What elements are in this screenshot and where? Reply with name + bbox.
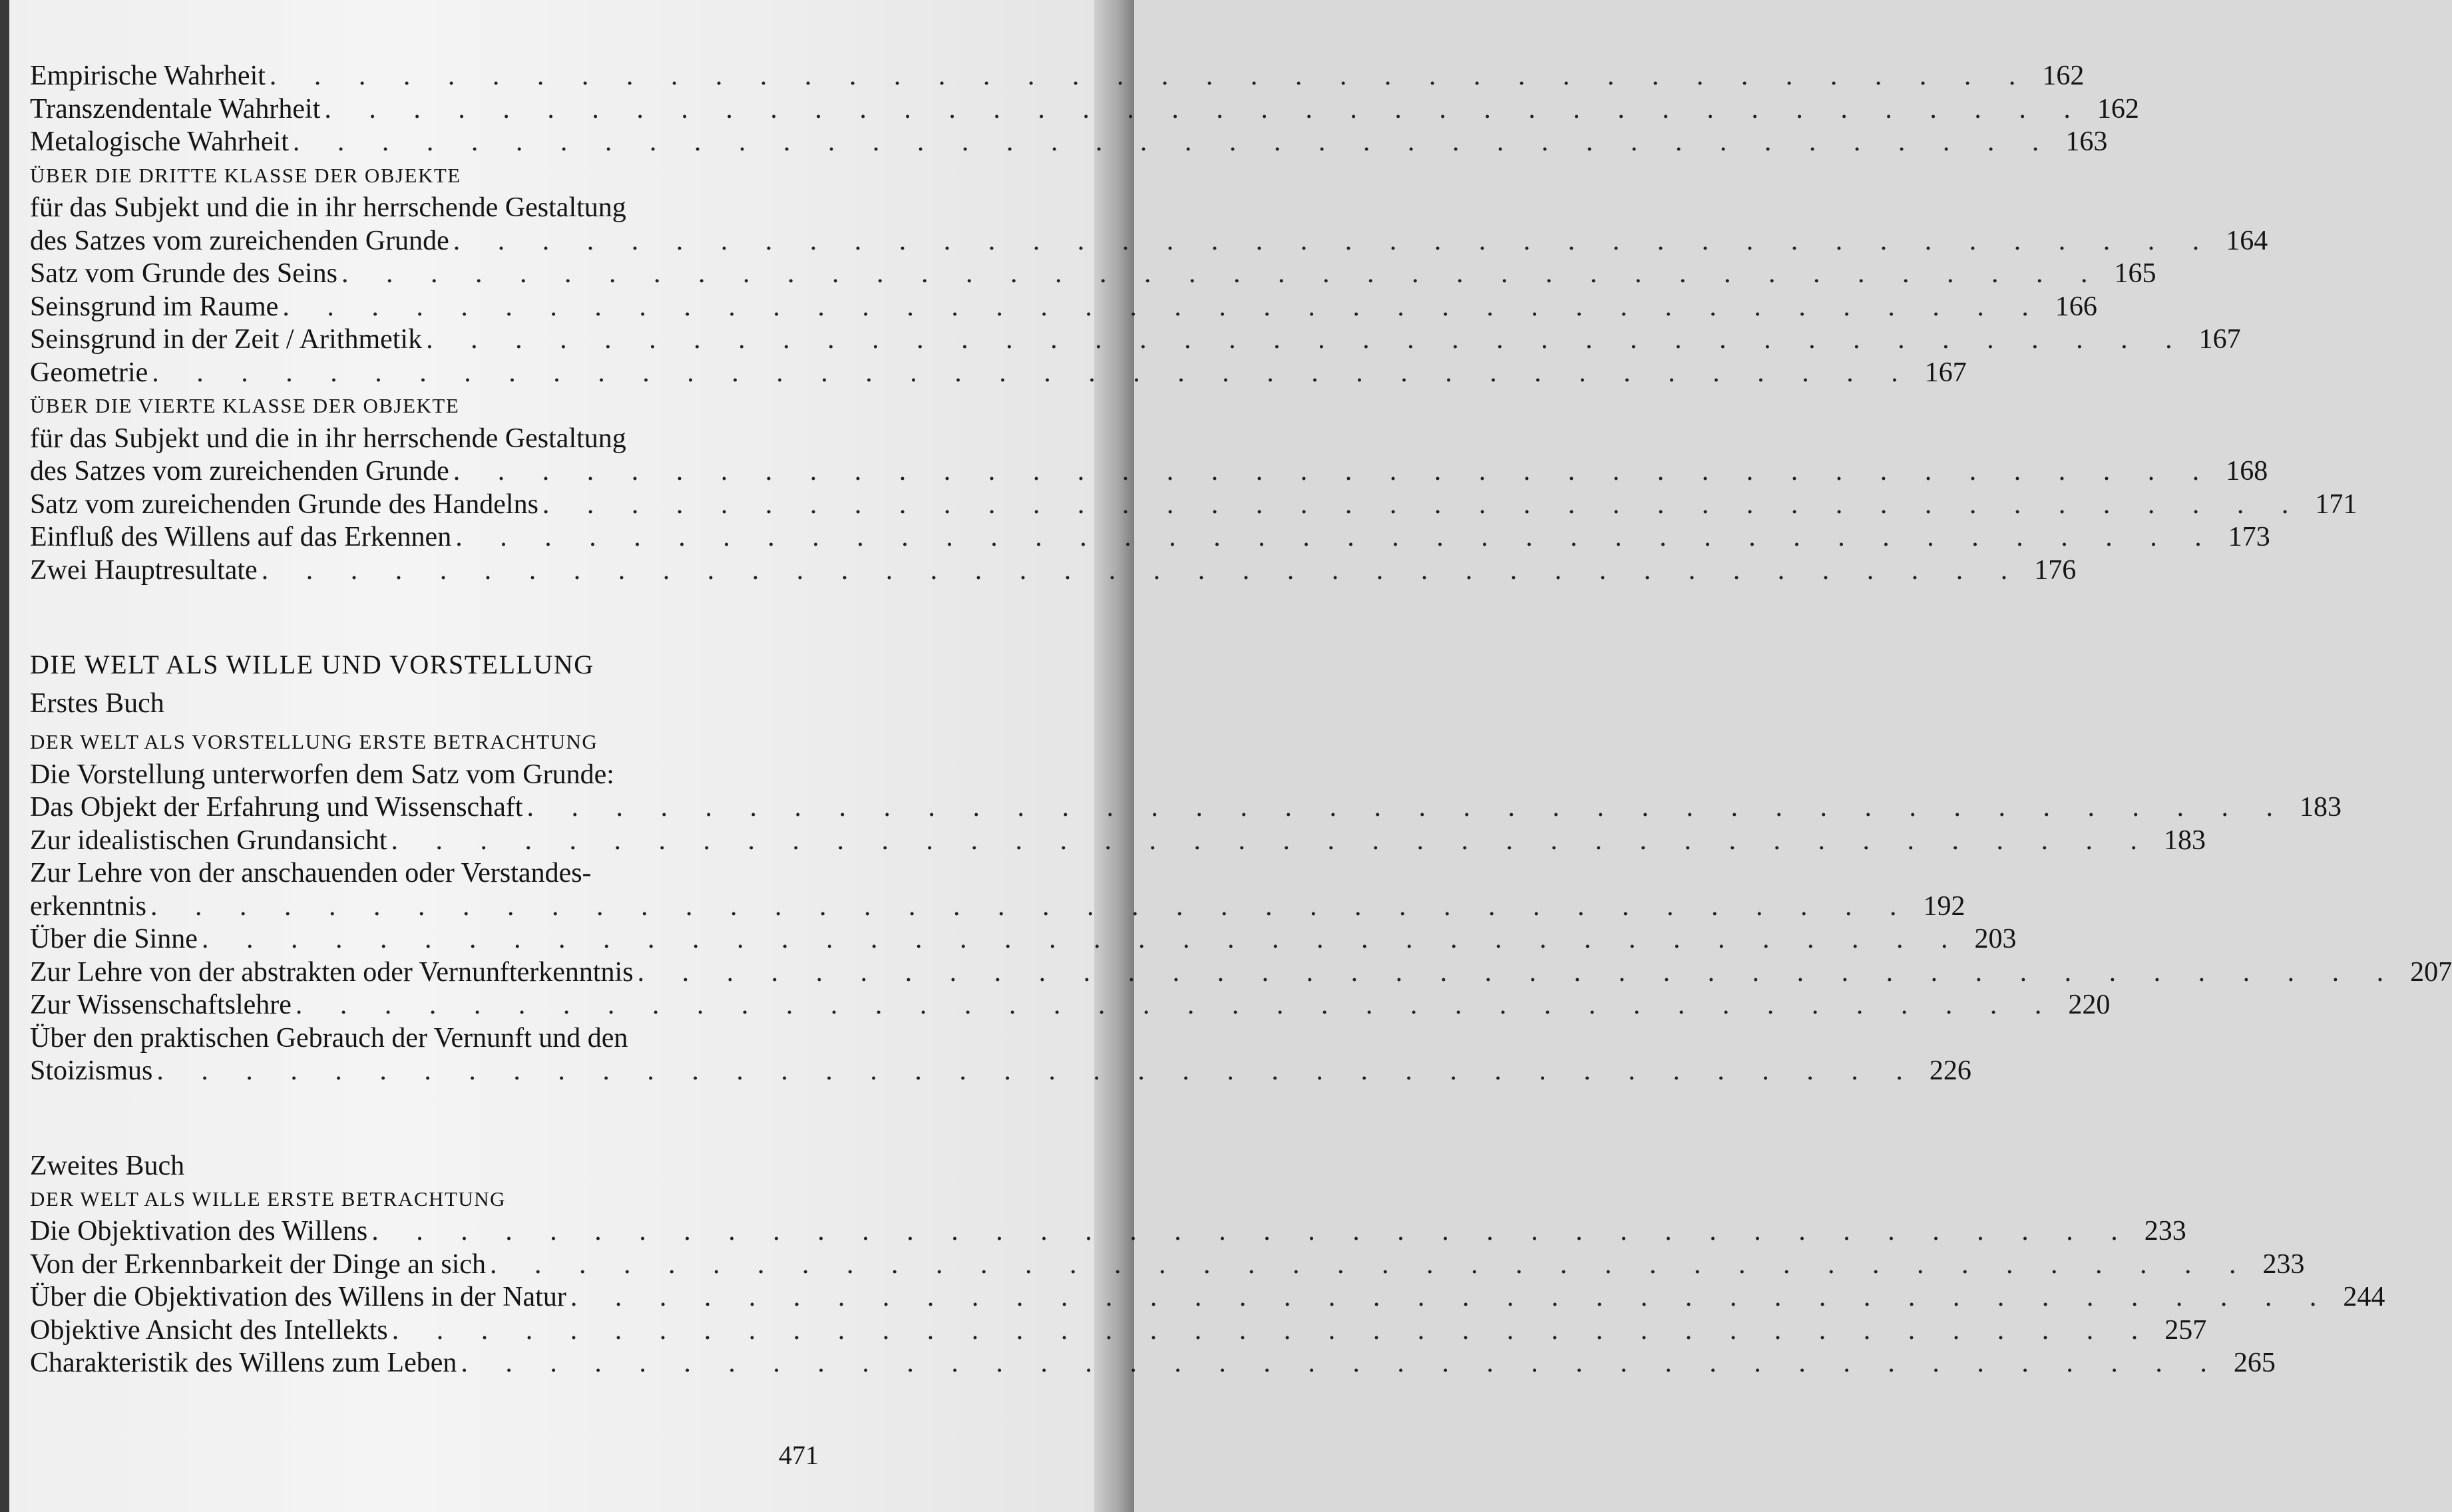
work-title: DIE WELT ALS WILLE UND VORSTELLUNG [30, 650, 594, 679]
toc-entry: Die Objektivation des Willens . . . . . . . . . . . . . . . . . . . . . . . . . . . . . . . . . . . . . . . . 233 [30, 1215, 865, 1248]
leader-dots: . . . . . . . . . . . . . . . . . . . . . . . . . . . . . . . . . . . . . . . . [371, 1216, 2133, 1246]
leader-dots: . . . . . . . . . . . . . . . . . . . . . . . . . . . . . . . . . . . . . . . . [490, 1248, 2252, 1280]
leader-dots: . . . . . . . . . . . . . . . . . . . . . . . . . . . . . . . . . . . . . . . . [152, 357, 1914, 388]
leader-dots: . . . . . . . . . . . . . . . . . . . . . . . . . . . . . . . . . . . . . . . . [637, 956, 2399, 988]
toc-entry: Von der Erkennbarkeit der Dinge an sich . . . . . . . . . . . . . . . . . . . . . . . . . . . . . . . . . . . . . . . . 233 [30, 1248, 865, 1282]
toc-intro-line: für das Subjekt und die in ihr herrschende Gestaltung [30, 192, 626, 223]
toc-entry: Satz vom zureichenden Grunde des Handelns . . . . . . . . . . . . . . . . . . . . . . . . . . . . . . . . . . . . . . . . 171 [30, 488, 865, 522]
leader-dots: . . . . . . . . . . . . . . . . . . . . . . . . . . . . . . . . . . . . . . . . [269, 61, 2031, 91]
section-heading: DER WELT ALS VORSTELLUNG ERSTE BETRACHTUNG [30, 730, 598, 753]
toc-intro-line: Die Vorstellung unterworfen dem Satz vom Grunde: [30, 759, 614, 790]
toc-entry: Empirische Wahrheit . . . . . . . . . . . . . . . . . . . . . . . . . . . . . . . . . . . . . . . . 162 [30, 60, 865, 93]
toc-entry: Stoizismus . . . . . . . . . . . . . . . . . . . . . . . . . . . . . . . . . . . . . . . . 226 [30, 1055, 865, 1088]
leader-dots: . . . . . . . . . . . . . . . . . . . . . . . . . . . . . . . . . . . . . . . . [461, 1348, 2222, 1378]
toc-entry: Transzendentale Wahrheit . . . . . . . . . . . . . . . . . . . . . . . . . . . . . . . . . . . . . . . . 162 [30, 93, 865, 126]
leader-dots: . . . . . . . . . . . . . . . . . . . . . . . . . . . . . . . . . . . . . . . . [341, 258, 2103, 289]
leader-dots: . . . . . . . . . . . . . . . . . . . . . . . . . . . . . . . . . . . . . . . . [295, 990, 2057, 1020]
toc-entry: Charakteristik des Willens zum Leben . . . . . . . . . . . . . . . . . . . . . . . . . . . . . . . . . . . . . . . . 265 [30, 1347, 865, 1380]
book-label: Zweites Buch [30, 1150, 185, 1181]
toc-entry: des Satzes vom zureichenden Grunde . . . . . . . . . . . . . . . . . . . . . . . . . . . . . . . . . . . . . . . . 164 [30, 225, 865, 258]
section-heading: ÜBER DIE VIERTE KLASSE DER OBJEKTE [30, 394, 460, 417]
leader-dots: . . . . . . . . . . . . . . . . . . . . . . . . . . . . . . . . . . . . . . . . [201, 924, 1963, 954]
toc-entry-wrapped-line: Über den praktischen Gebrauch der Vernunft und den [30, 1022, 628, 1053]
toc-entry-wrapped-line: Zur Lehre von der anschauenden oder Verstandes- [30, 858, 592, 888]
leader-dots: . . . . . . . . . . . . . . . . . . . . . . . . . . . . . . . . . . . . . . . . [453, 456, 2215, 486]
toc-entry: Metalogische Wahrheit . . . . . . . . . . . . . . . . . . . . . . . . . . . . . . . . . . . . . . . . 163 [30, 126, 865, 159]
leader-dots: . . . . . . . . . . . . . . . . . . . . . . . . . . . . . . . . . . . . . . . . [453, 225, 2215, 256]
toc-entry: des Satzes vom zureichenden Grunde . . . . . . . . . . . . . . . . . . . . . . . . . . . . . . . . . . . . . . . . 168 [30, 455, 865, 488]
table-of-contents [30, 60, 2452, 1380]
leader-dots: . . . . . . . . . . . . . . . . . . . . . . . . . . . . . . . . . . . . . . . . [542, 488, 2304, 520]
toc-intro-line: für das Subjekt und die in ihr herrschende Gestaltung [30, 423, 626, 454]
section-heading: ÜBER DIE DRITTE KLASSE DER OBJEKTE [30, 163, 461, 187]
leader-dots: . . . . . . . . . . . . . . . . . . . . . . . . . . . . . . . . . . . . . . . . [526, 792, 2288, 823]
toc-entry: Das Objekt der Erfahrung und Wissenschaft . . . . . . . . . . . . . . . . . . . . . . . . . . . . . . . . . . . . . . . . 183 [30, 791, 865, 825]
page-number: 471 [779, 1440, 819, 1470]
leader-dots: . . . . . . . . . . . . . . . . . . . . . . . . . . . . . . . . . . . . . . . . [292, 126, 2055, 157]
leader-dots: . . . . . . . . . . . . . . . . . . . . . . . . . . . . . . . . . . . . . . . . [455, 522, 2217, 552]
leader-dots: . . . . . . . . . . . . . . . . . . . . . . . . . . . . . . . . . . . . . . . . [324, 93, 2086, 124]
toc-entry: Einfluß des Willens auf das Erkennen . . . . . . . . . . . . . . . . . . . . . . . . . . . . . . . . . . . . . . . . 173 [30, 521, 865, 554]
toc-entry: Satz vom Grunde des Seins . . . . . . . . . . . . . . . . . . . . . . . . . . . . . . . . . . . . . . . . 165 [30, 258, 865, 291]
toc-entry: Seinsgrund im Raume . . . . . . . . . . . . . . . . . . . . . . . . . . . . . . . . . . . . . . . . 166 [30, 291, 865, 324]
leader-dots: . . . . . . . . . . . . . . . . . . . . . . . . . . . . . . . . . . . . . . . . [426, 324, 2188, 355]
leader-dots: . . . . . . . . . . . . . . . . . . . . . . . . . . . . . . . . . . . . . . . . [261, 554, 2023, 586]
toc-entry: Über die Objektivation des Willens in der Natur . . . . . . . . . . . . . . . . . . . . . . . . . . . . . . . . . . . . . . . . 244 [30, 1281, 865, 1314]
toc-entry: Über die Sinne . . . . . . . . . . . . . . . . . . . . . . . . . . . . . . . . . . . . . . . . 203 [30, 923, 865, 956]
leader-dots: . . . . . . . . . . . . . . . . . . . . . . . . . . . . . . . . . . . . . . . . [391, 825, 2153, 856]
leader-dots: . . . . . . . . . . . . . . . . . . . . . . . . . . . . . . . . . . . . . . . . [391, 1314, 2154, 1346]
book-label: Erstes Buch [30, 688, 164, 719]
toc-entry: Objektive Ansicht des Intellekts . . . . . . . . . . . . . . . . . . . . . . . . . . . . . . . . . . . . . . . . 257 [30, 1314, 865, 1348]
leader-dots: . . . . . . . . . . . . . . . . . . . . . . . . . . . . . . . . . . . . . . . . [150, 890, 1912, 922]
section-heading: DER WELT ALS WILLE ERSTE BETRACHTUNG [30, 1187, 507, 1211]
toc-entry: Geometrie . . . . . . . . . . . . . . . . . . . . . . . . . . . . . . . . . . . . . . . . 167 [30, 357, 865, 390]
leader-dots: . . . . . . . . . . . . . . . . . . . . . . . . . . . . . . . . . . . . . . . . [282, 291, 2044, 322]
toc-entry: erkenntnis . . . . . . . . . . . . . . . . . . . . . . . . . . . . . . . . . . . . . . . . 192 [30, 890, 865, 924]
toc-entry: Seinsgrund in der Zeit / Arithmetik . . . . . . . . . . . . . . . . . . . . . . . . . . . . . . . . . . . . . . . . 167 [30, 323, 865, 357]
toc-entry: Zur Wissenschaftslehre . . . . . . . . . . . . . . . . . . . . . . . . . . . . . . . . . . . . . . . . 220 [30, 989, 865, 1022]
page-left-edge [0, 0, 9, 1512]
toc-entry: Zwei Hauptresultate . . . . . . . . . . . . . . . . . . . . . . . . . . . . . . . . . . . . . . . . 176 [30, 554, 865, 588]
leader-dots: . . . . . . . . . . . . . . . . . . . . . . . . . . . . . . . . . . . . . . . . [156, 1055, 1918, 1086]
leader-dots: . . . . . . . . . . . . . . . . . . . . . . . . . . . . . . . . . . . . . . . . [570, 1282, 2332, 1312]
toc-entry: Zur idealistischen Grundansicht . . . . . . . . . . . . . . . . . . . . . . . . . . . . . . . . . . . . . . . . 183 [30, 825, 865, 858]
toc-entry: Zur Lehre von der abstrakten oder Vernunfterkenntnis . . . . . . . . . . . . . . . . . . . . . . . . . . . . . . . . . . . . . . . . 207 [30, 956, 865, 990]
